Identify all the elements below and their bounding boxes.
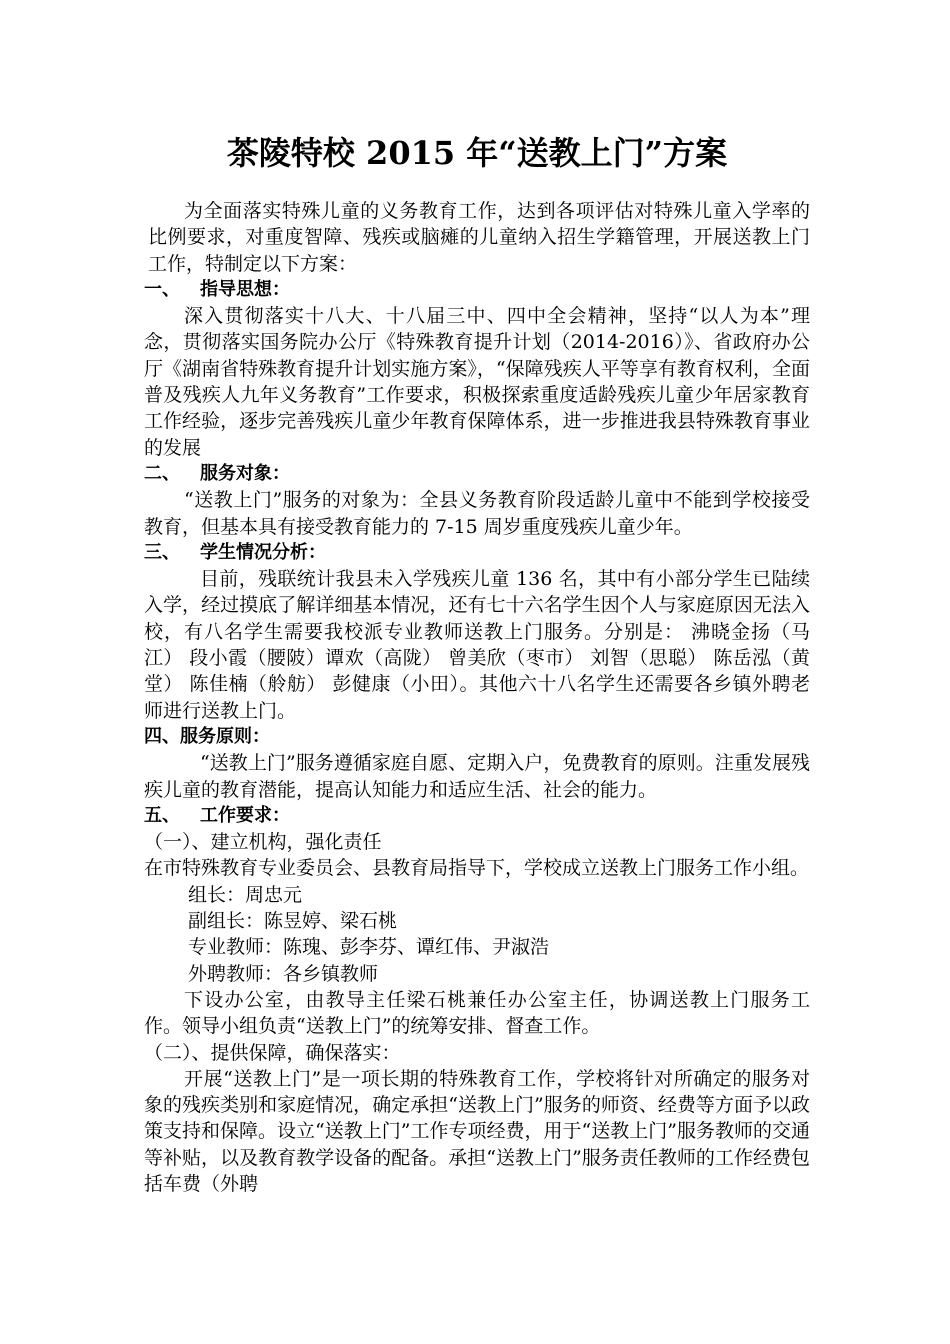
section-1-paragraph: 深入贯彻落实十八大、十八届三中、四中全会精神，坚持“以人为本”理念，贯彻落实国务院办公厅《特殊教育提升计划（2014-2016）》、省政府办公厅《湖南省特殊教育提升计划实施方案》，“保障残疾人平等享有教育权利，全面普及残疾人九年义务教育”工作要求，积极探索重度适龄残疾儿童少年居家教育工作经验，逐步完善残疾儿童少年教育保障体系，进一步推进我县特殊教育事业的发展: [144, 305, 810, 459]
intro-paragraph: 为全面落实特殊儿童的义务教育工作，达到各项评估对特殊儿童入学率的比例要求，对重度智障、残疾或脑瘫的儿童纳入招生学籍管理，开展送教上门工作，特制定以下方案：: [148, 200, 810, 275]
section-5-heading: [144, 803, 810, 829]
subsection-2-heading: （二）、提供保障，确保落实：: [144, 1041, 401, 1064]
section-1-title: 指导思想：: [200, 278, 290, 300]
section-2-number: 二、: [144, 462, 180, 484]
document-body: [144, 198, 810, 1197]
section-3-number: 三、: [144, 541, 180, 563]
section-3-heading: [144, 540, 810, 566]
section-3-paragraph: 目前，残联统计我县未入学残疾儿童 136 名，其中有小部分学生已陆续入学，经过摸底了解详细基本情况，还有七十六名学生因个人与家庭原因无法入校，有八名学生需要我校派专业教师送教上门服务。分别是： 沸晓金扬（马江） 段小霞（腰陂）谭欢（高陇） 曾美欣（枣市） 刘智（思聪） 陈岳泓（黄堂） 陈佳楠（舲舫） 彭健康（小田）。其他六十八名学生还需要各乡镇外聘老师进行送教上门。: [144, 568, 810, 722]
section-2-title: 服务对象：: [200, 462, 290, 484]
section-4-heading: 四、服务原则：: [144, 725, 270, 747]
section-2-paragraph: “送教上门”服务的对象为：全县义务教育阶段适龄儿童中不能到学校接受教育，但基本具有接受教育能力的 7-15 周岁重度残疾儿童少年。: [144, 489, 810, 538]
subsection-1-heading: （一）、建立机构，强化责任: [144, 831, 382, 854]
section-5-number: 五、: [144, 804, 180, 826]
role-professional-teachers: 专业教师：陈瑰、彭李芬、谭红伟、尹淑浩: [188, 936, 550, 959]
section-1-heading: [144, 277, 810, 303]
subsection-1-paragraph: 在市特殊教育专业委员会、县教育局指导下，学校成立送教上门服务工作小组。: [144, 857, 810, 880]
role-deputy-leader: 副组长：陈昱婷、梁石桃: [188, 910, 398, 933]
section-2-heading: [144, 461, 810, 487]
office-paragraph: 下设办公室，由教导主任梁石桃兼任办公室主任，协调送教上门服务工作。领导小组负责“送教上门”的统筹安排、督查工作。: [144, 988, 810, 1038]
section-1-number: 一、: [144, 278, 180, 300]
document-title: 茶陵特校 2015 年“送教上门”方案: [226, 134, 728, 172]
section-4-paragraph: “送教上门”服务遵循家庭自愿、定期入户，免费教育的原则。注重发展残疾儿童的教育潜能，提高认知能力和适应生活、社会的能力。: [144, 752, 810, 801]
role-leader: 组长：周忠元: [188, 883, 303, 906]
section-3-title: 学生情况分析：: [200, 541, 326, 563]
section-5-title: 工作要求：: [200, 804, 290, 826]
role-external-teachers: 外聘教师：各乡镇教师: [188, 962, 379, 985]
subsection-2-paragraph: 开展“送教上门”是一项长期的特殊教育工作，学校将针对所确定的服务对象的残疾类别和家庭情况，确定承担“送教上门”服务的师资、经费等方面予以政策支持和保障。设立“送教上门”工作专项经费，用于“送教上门”服务教师的交通等补贴，以及教育教学设备的配备。承担“送教上门”服务责任教师的工作经费包括车费（外聘: [144, 1067, 810, 1195]
